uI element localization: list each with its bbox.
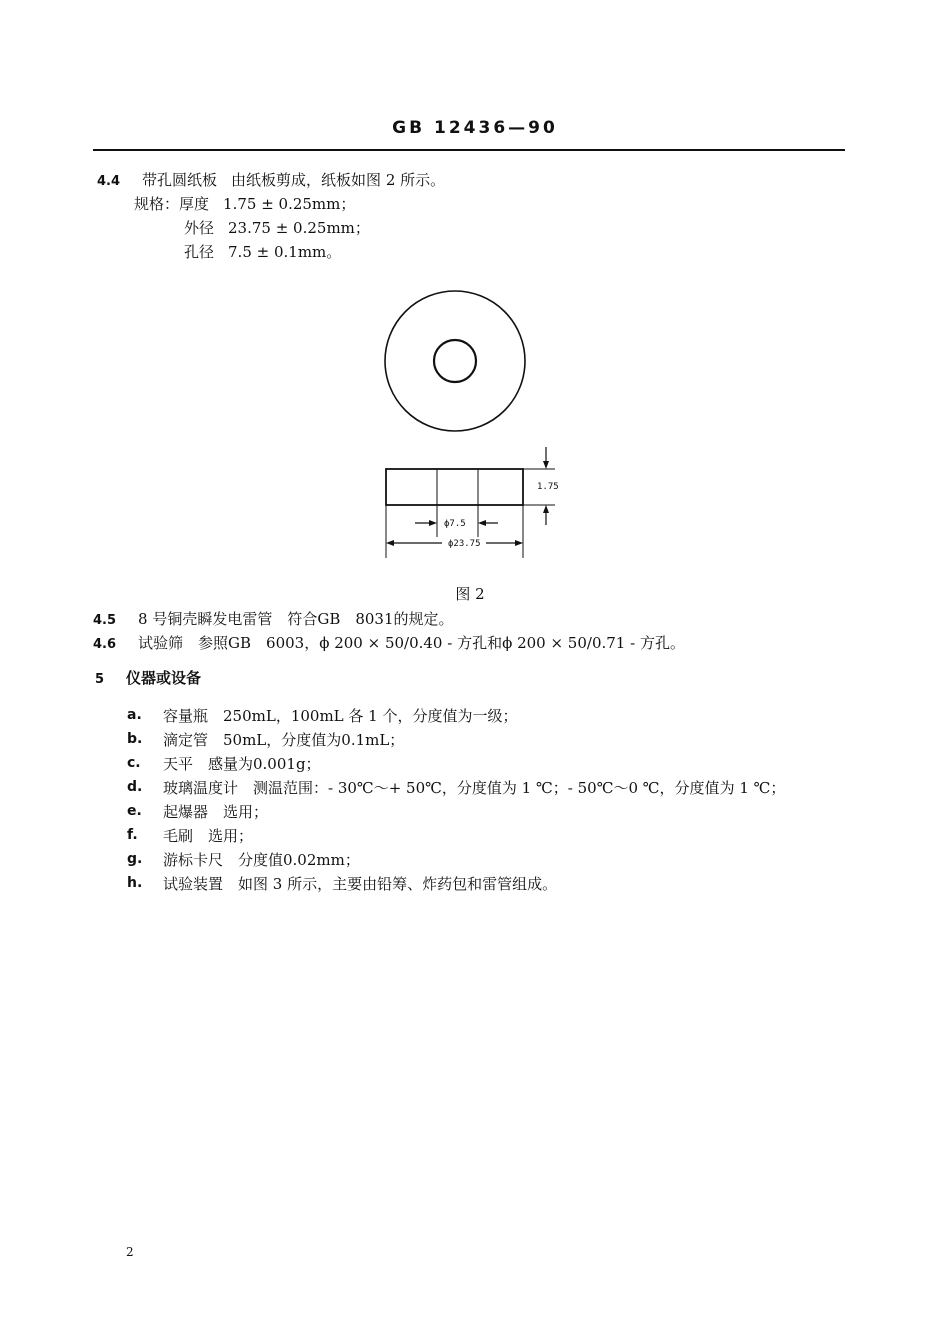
list-item-letter: a. <box>127 707 142 723</box>
list-item-letter: g. <box>127 851 143 867</box>
outer-label: ϕ23.75 <box>448 539 481 549</box>
section-4-4 <box>97 170 445 192</box>
list-item-text: 毛刷 选用； <box>163 827 254 845</box>
figure-caption: 图 2 <box>455 585 485 603</box>
outer-circle <box>385 291 525 431</box>
spec-line-outer <box>184 218 370 238</box>
spec-line-hole <box>184 242 341 262</box>
section-text: 8 号铜壳瞬发电雷管 符合GB 8031的规定。 <box>138 610 454 628</box>
list-item-letter: d. <box>127 779 143 795</box>
section-number: 4.6 <box>93 637 117 652</box>
spec-name: 厚度 <box>179 195 210 213</box>
list-item-text: 天平 感量为0.001g； <box>163 755 321 773</box>
list-item-text: 起爆器 选用； <box>163 803 269 821</box>
spec-name: 孔径 <box>184 243 215 261</box>
list-item-text: 游标卡尺 分度值0.02mm； <box>163 851 360 869</box>
spec-value: 23.75 ± 0.25mm； <box>228 219 370 237</box>
list-item-letter: f. <box>127 827 138 843</box>
list-item-letter: b. <box>127 731 143 747</box>
section-5-heading <box>95 668 201 690</box>
header-rule <box>93 149 845 151</box>
section-4-5 <box>93 609 454 631</box>
section-title: 带孔圆纸板 <box>142 171 218 189</box>
section-4-6 <box>93 633 685 655</box>
figure-2-diagram <box>370 285 590 575</box>
page-number: 2 <box>126 1245 134 1259</box>
hole-circle <box>434 340 476 382</box>
spec-value: 1.75 ± 0.25mm； <box>223 195 356 213</box>
page-header: GB 12436—90 <box>392 118 558 138</box>
list-item-letter: h. <box>127 875 143 891</box>
section-number: 5 <box>95 672 105 687</box>
list-item-text: 试验装置 如图 3 所示，主要由铅筹、炸药包和雷管组成。 <box>163 875 558 893</box>
list-item-text: 滴定管 50mL，分度值为0.1mL； <box>163 731 405 749</box>
list-item-letter: c. <box>127 755 141 771</box>
thickness-label: 1.75 <box>537 482 559 492</box>
hole-label: ϕ7.5 <box>444 519 466 529</box>
section-title: 仪器或设备 <box>126 669 202 687</box>
section-number: 4.4 <box>97 174 121 189</box>
list-item-letter: e. <box>127 803 142 819</box>
list-item-text: 玻璃温度计 测温范围：- 30℃～+ 50℃，分度值为 1 ℃；- 50℃～0 ℃，分度值为 1 ℃； <box>163 779 786 797</box>
spec-line-thickness <box>134 194 355 214</box>
section-text: 由纸板剪成，纸板如图 2 所示。 <box>231 171 446 189</box>
section-number: 4.5 <box>93 613 117 628</box>
section-text: 试验筛 参照GB 6003，ϕ 200 × 50/0.40 - 方孔和ϕ 200 × 50/0.71 - 方孔。 <box>138 634 685 652</box>
list-item-text: 容量瓶 250mL，100mL 各 1 个，分度值为一级； <box>163 707 518 725</box>
spec-name: 外径 <box>184 219 215 237</box>
spec-label: 规格： <box>134 195 180 213</box>
spec-value: 7.5 ± 0.1mm。 <box>228 243 342 261</box>
